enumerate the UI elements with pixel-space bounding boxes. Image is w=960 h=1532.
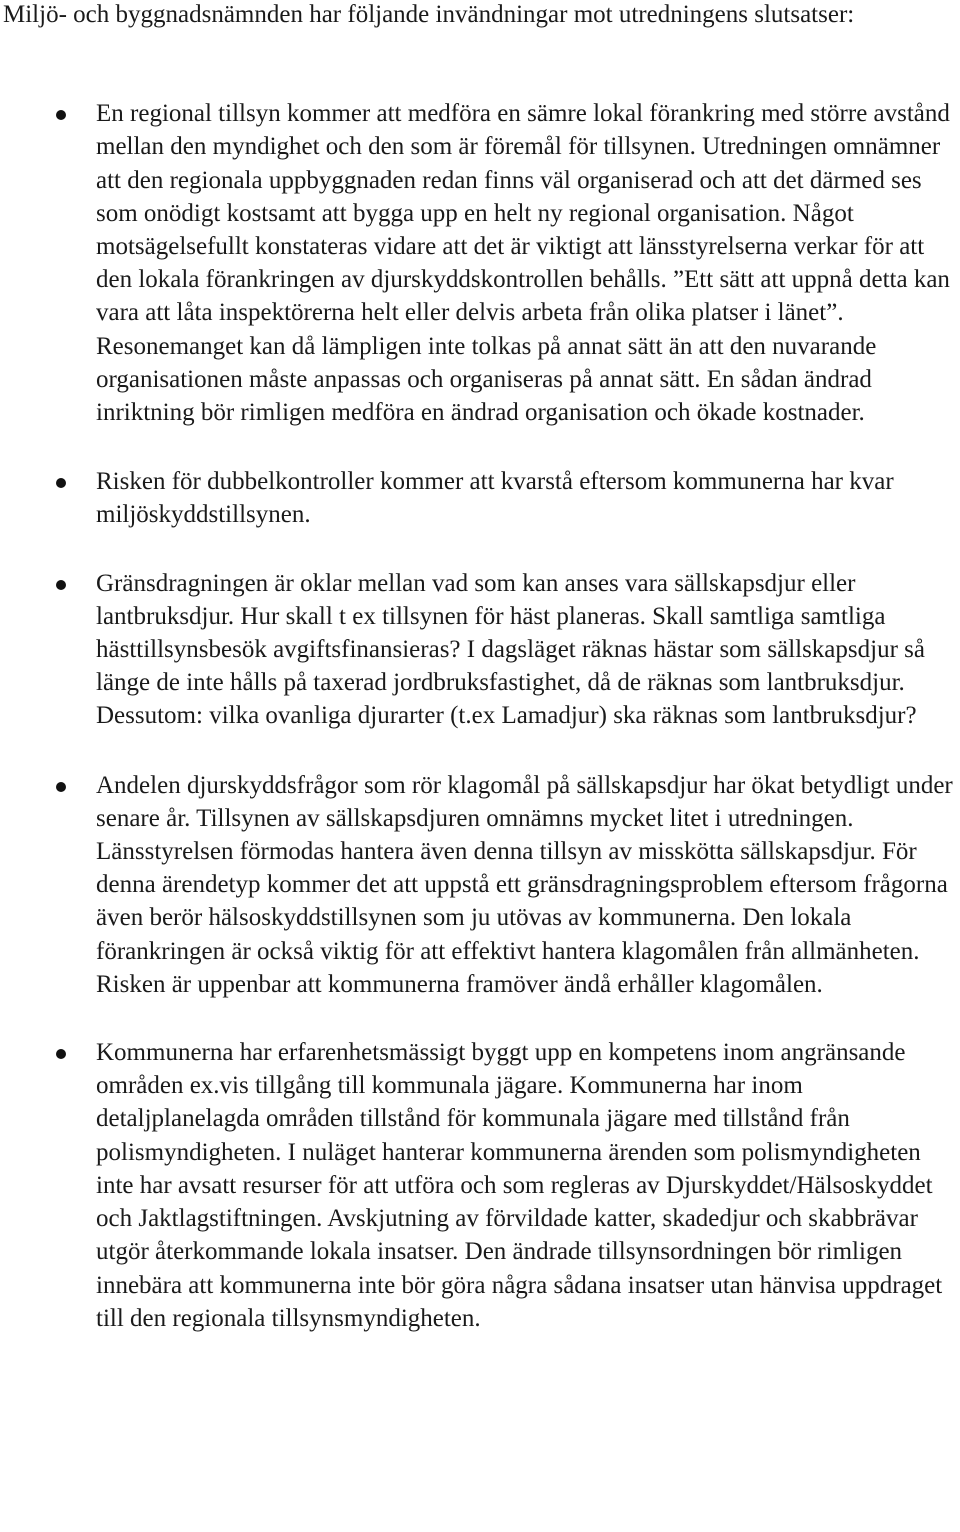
bullet-icon [56,580,66,590]
intro-paragraph: Miljö- och byggnadsnämnden har följande invändningar mot utredningens slutsatser: [3,1,855,28]
list-item-boundary-pets-livestock [3,567,958,733]
bullet-icon [56,110,66,120]
list-item-text: Risken för dubbelkontroller kommer att kvarstå eftersom kommunerna har kvar miljöskyddstillsynen. [96,468,894,529]
list-item-double-controls [3,465,958,531]
list-item-text: Kommunerna har erfarenhetsmässigt byggt upp en kompetens inom angränsande områden ex.vis tillgång till kommunala jägare. Kommunerna har inom detaljplanelagda områden tillstånd för kommunala jägare med tillstånd från polismyndigheten. I nuläget hanterar kommunerna ärenden som polismyndigheten inte har avsatt resurser för att utföra och som regleras av Djurskyddet/Hälsoskyddet och Jaktlagstiftningen. Avskjutning av förvildade katter, skadedjur och skabbrävar utgör återkommande lokala insatser. Den ändrade tillsynsordningen bör rimligen innebära att kommunerna inte bör göra några sådana insatser utan hänvisa uppdraget till den regionala tillsynsmyndigheten. [96,1039,943,1332]
list-item-text: Andelen djurskyddsfrågor som rör klagomål på sällskapsdjur har ökat betydligt under senare år. Tillsynen av sällskapsdjuren omnämns mycket litet i utredningen. Länsstyrelsen förmodas hantera även denna tillsyn av misskötta sällskapsdjur. För denna ärendetyp kommer det att uppstå ett gränsdragningsproblem eftersom frågorna även berör hälsoskyddstillsynen som ju utövas av kommunerna. Den lokala förankringen är också viktig för att effektivt hantera klagomålen från allmänheten. Risken är uppenbar att kommunerna framöver ändå erhåller klagomålen. [96,771,953,998]
bullet-icon [56,1049,66,1059]
list-item-municipal-hunters [3,1036,958,1335]
document-page [3,0,958,1335]
bullet-icon [56,478,66,488]
list-item-regional-supervision [3,97,958,429]
list-item-text: Gränsdragningen är oklar mellan vad som kan anses vara sällskapsdjur eller lantbruksdjur. Hur skall t ex tillsynen för häst planeras. Skall samtliga samtliga hästtillsynsbesök avgiftsfinansieras? I dagsläget räknas hästar som sällskapsdjur så länge de inte hålls på taxerad jordbruksfastighet, då de räknas som lantbruksdjur. Dessutom: vilka ovanliga djurarter (t.ex Lamadjur) ska räknas som lantbruksdjur? [96,569,925,730]
objection-list [3,97,958,1335]
list-item-text: En regional tillsyn kommer att medföra en sämre lokal förankring med större avstånd mellan den myndighet och den som är föremål för tillsynen. Utredningen omnämner att den regionala uppbyggnaden redan finns väl organiserad och att det därmed ses som onödigt kostsamt att bygga upp en helt ny regional organisation. Något motsägelsefullt konstateras vidare att det är viktigt att länsstyrelserna verkar för att den lokala förankringen av djurskyddskontrollen behålls. ”Ett sätt att uppnå detta kan vara att låta inspektörerna helt eller delvis arbeta från olika platser i länet”. Resonemanget kan då lämpligen inte tolkas på annat sätt än att den nuvarande organisationen måste anpassas och organiseras på annat sätt. En sådan ändrad inriktning bör rimligen medföra en ändrad organisation och ökade kostnader. [96,100,950,427]
bullet-icon [56,782,66,792]
list-item-pet-complaints [3,769,958,1001]
